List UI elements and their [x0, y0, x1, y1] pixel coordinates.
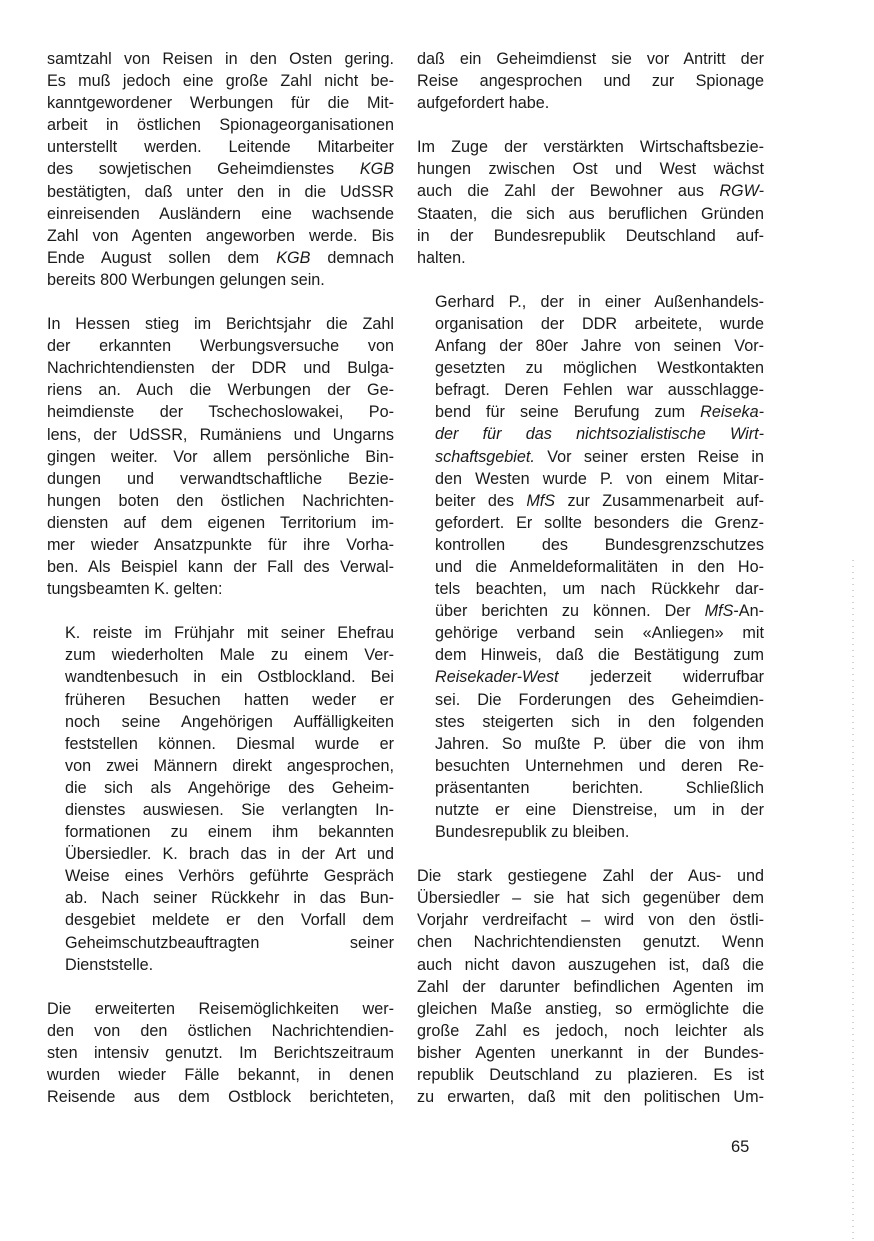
text-line: wandtenbesuch in ein Ostblockland. Bei — [65, 668, 394, 687]
paragraph-gap — [417, 269, 764, 291]
text-line: gleichen Maße anstieg, so ermöglichte die — [417, 999, 764, 1018]
text-line: chen Nachrichtendiensten genutzt. Wenn — [417, 933, 764, 952]
text-line: Übersiedler – sie hat sich gegenüber dem — [417, 889, 764, 908]
text-line: Reisekader-West jederzeit widerrufbar — [435, 668, 764, 687]
text-line: schaftsgebiet. Vor seiner ersten Reise in — [435, 447, 764, 466]
text-line: Ende August sollen dem KGB demnach — [47, 248, 394, 267]
text-line: auch die Zahl der Bewohner aus RGW- — [417, 182, 764, 201]
text-line: ab. Nach seiner Rückkehr in das Bun- — [65, 889, 394, 908]
text-line: dem Hinweis, daß die Bestätigung zum — [435, 646, 764, 665]
text-line: aufgefordert habe. — [417, 94, 550, 113]
text-line: bisher Agenten unerkannt in der Bundes- — [417, 1043, 764, 1062]
text-line: in der Bundesrepublik Deutschland auf- — [417, 226, 764, 245]
text-line: der für das nichtsozialistische Wirt- — [435, 425, 764, 444]
paragraph-hessen — [47, 313, 394, 600]
text-line: zu erwarten, daß mit den politischen Um- — [417, 1088, 764, 1107]
text-line: halten. — [417, 248, 466, 267]
text-line: Vorjahr verdreifacht – wird von den östli- — [417, 911, 764, 930]
text-line: ben. Als Beispiel kann der Fall des Verwal- — [47, 558, 394, 577]
text-line: lens, der UdSSR, Rumäniens und Ungarns — [47, 425, 394, 444]
text-line: mer wieder Ansatzpunkte für ihre Vorha- — [47, 535, 394, 554]
text-line: Zahl der darunter befindlichen Agenten im — [417, 977, 764, 996]
paragraph-economic-relations — [417, 136, 764, 269]
text-line: kontrollen des Bundesgrenzschutzes — [435, 535, 764, 554]
text-line: samtzahl von Reisen in den Osten gering. — [47, 50, 394, 68]
text-line: daß ein Geheimdienst sie vor Antritt der — [417, 50, 764, 68]
text-line: Reisende aus dem Ostblock berichteten, — [47, 1088, 394, 1107]
paragraph-gap — [417, 114, 764, 136]
text-line: Zahl von Agenten angeworben werde. Bis — [47, 226, 394, 245]
text-line: gehörige verband sein «Anliegen» mit — [435, 624, 764, 643]
text-line: tungsbeamten K. gelten: — [47, 580, 223, 599]
text-line: der erkannten Werbungsversuche von — [47, 337, 394, 356]
text-line: desgebiet meldete er den Vorfall dem — [65, 911, 394, 930]
text-line: des sowjetischen Geheimdienstes KGB — [47, 160, 394, 179]
text-line: Dienststelle. — [65, 955, 154, 974]
text-line: Weise eines Verhörs geführte Gespräch — [65, 867, 394, 886]
text-line: riens an. Auch die Werbungen der Ge- — [47, 381, 394, 400]
text-line: Die stark gestiegene Zahl der Aus- und — [417, 867, 764, 886]
text-line: K. reiste im Frühjahr mit seiner Ehefrau — [65, 624, 394, 643]
text-line: heimdienste der Tschechoslowakei, Po- — [47, 403, 394, 422]
text-line: auch nicht davon auszugehen ist, daß die — [417, 955, 764, 974]
text-line: Reise angesprochen und zur Spionage — [417, 72, 764, 91]
text-line: bestätigten, daß unter den in die UdSSR — [47, 182, 394, 201]
text-line: über berichten zu können. Der MfS-An- — [435, 602, 764, 621]
paragraph-continuation — [417, 48, 764, 114]
text-line: sei. Die Forderungen des Geheimdien- — [435, 690, 764, 709]
text-line: beiter des MfS zur Zusammenarbeit auf- — [435, 491, 764, 510]
text-line: sten intensiv genutzt. Im Berichtszeitraum — [47, 1043, 394, 1062]
left-column — [47, 48, 394, 1108]
text-line: feststellen können. Diesmal wurde er — [65, 734, 394, 753]
text-line: befragt. Deren Fehlen war ausschlagge- — [435, 381, 764, 400]
text-line: Die erweiterten Reisemöglichkeiten wer- — [47, 999, 394, 1018]
page-number: 65 — [731, 1138, 750, 1156]
text-line: die sich als Angehörige des Geheim- — [65, 778, 394, 797]
text-line: Im Zuge der verstärkten Wirtschaftsbezie- — [417, 138, 764, 157]
text-line: bend für seine Berufung zum Reiseka- — [435, 403, 764, 422]
text-line: organisation der DDR arbeitete, wurde — [435, 314, 764, 333]
scan-edge-dots — [852, 560, 854, 1240]
text-line: früheren Besuchen hatten weder er — [65, 690, 394, 709]
text-line: dienstes auswiesen. Sie verlangten In- — [65, 801, 394, 819]
text-line: In Hessen stieg im Berichtsjahr die Zahl — [47, 315, 394, 334]
text-line: dungen und verwandtschaftliche Bezie- — [47, 469, 394, 488]
text-line: Übersiedler. K. brach das in der Art und — [65, 845, 394, 864]
text-line: zum wiederholten Male zu einem Ver- — [65, 646, 394, 665]
paragraph-gap — [47, 976, 394, 998]
text-line: diensten auf dem eigenen Territorium im- — [47, 513, 394, 532]
case-example-k — [47, 622, 394, 976]
text-line: wurden wieder Fälle bekannt, in denen — [47, 1066, 394, 1085]
text-line: große Zahl es jedoch, noch leichter als — [417, 1021, 764, 1040]
text-line: republik Deutschland zu plazieren. Es ist — [417, 1066, 764, 1085]
paragraph-travel-opportunities — [47, 998, 394, 1108]
text-line: gefordert. Er sollte besonders die Grenz- — [435, 513, 764, 532]
text-line: hungen boten den östlichen Nachrichten- — [47, 491, 394, 510]
text-line: formationen zu einem ihm bekannten — [65, 823, 394, 842]
text-line: Anfang der 80er Jahre von seinen Vor- — [435, 337, 764, 356]
text-line: Gerhard P., der in einer Außenhandels- — [435, 292, 764, 311]
text-line: bereits 800 Werbungen gelungen sein. — [47, 270, 325, 289]
text-line: kanntgewordener Werbungen für die Mit- — [47, 94, 394, 113]
text-line: Es muß jedoch eine große Zahl nicht be- — [47, 72, 394, 91]
text-line: Nachrichtendiensten der DDR und Bulga- — [47, 359, 394, 378]
text-line: Bundesrepublik zu bleiben. — [435, 823, 630, 842]
paragraph-gap — [47, 291, 394, 313]
case-example-p — [417, 291, 764, 843]
text-line: besuchten Unternehmen und deren Re- — [435, 756, 764, 775]
text-line: arbeit in östlichen Spionageorganisationen — [47, 116, 394, 135]
text-line: den von den östlichen Nachrichtendien- — [47, 1021, 394, 1040]
text-line: stes steigerten sich in den folgenden — [435, 712, 764, 731]
right-column — [417, 48, 764, 1108]
text-line: Jahren. So mußte P. über die von ihm — [435, 734, 764, 753]
text-line: tels beachten, um nach Rückkehr dar- — [435, 580, 764, 599]
text-line: den Westen wurde P. von einem Mitar- — [435, 469, 764, 488]
text-line: gesetzten zu möglichen Westkontakten — [435, 359, 764, 378]
text-line: unterstellt werden. Leitende Mitarbeiter — [47, 138, 394, 157]
paragraph-travel-recruitment — [47, 48, 394, 291]
paragraph-gap — [47, 600, 394, 622]
paragraph-emigrants — [417, 865, 764, 1108]
text-line: nutzte er eine Dienstreise, um in der — [435, 801, 764, 819]
text-line: noch seine Angehörigen Auffälligkeiten — [65, 712, 394, 731]
text-line: einreisenden Ausländern eine wachsende — [47, 204, 394, 223]
text-line: von zwei Männern direkt angesprochen, — [65, 756, 394, 775]
text-line: gingen weiter. Vor allem persönliche Bin- — [47, 447, 394, 466]
text-line: und die Anmeldeformalitäten in den Ho- — [435, 557, 764, 576]
text-line: präsentanten berichten. Schließlich — [435, 778, 764, 797]
text-line: Staaten, die sich aus beruflichen Gründen — [417, 204, 764, 223]
paragraph-gap — [417, 843, 764, 865]
text-line: hungen zwischen Ost und West wächst — [417, 160, 764, 179]
text-line: Geheimschutzbeauftragten seiner — [65, 933, 394, 952]
